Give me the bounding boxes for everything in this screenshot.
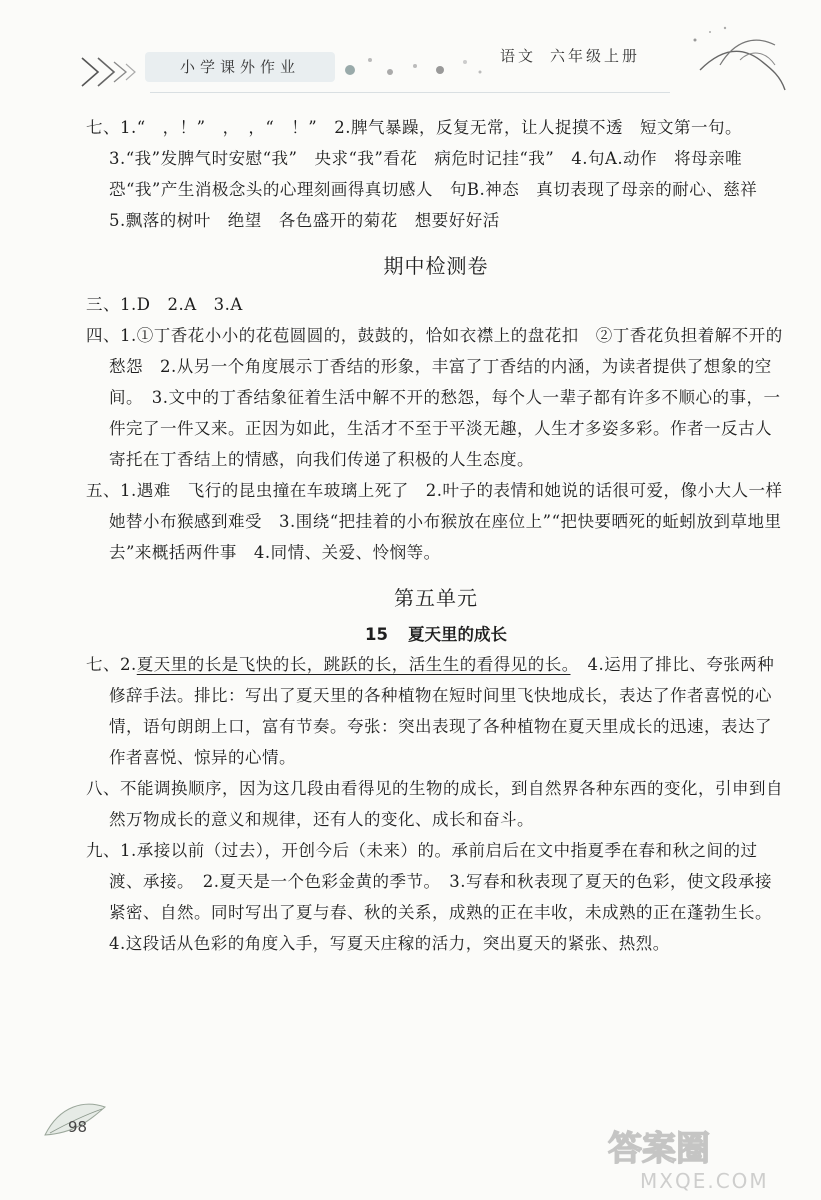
lesson-title [86, 621, 786, 645]
answer-block-3 [86, 289, 786, 320]
answer-text: 1.D 2.A 3.A [120, 295, 243, 314]
question-label: 八、 [86, 779, 120, 798]
question-label: 三、 [86, 295, 120, 314]
answer-text: 不能调换顺序，因为这几段由看得见的生物的成长，到自然界各种东西的变化，引申到自然万物成长的意义和规律，还有人的变化、成长和奋斗。 [109, 779, 783, 829]
svg-text:答案圈: 答案圈 [608, 1129, 710, 1169]
underlined-sentence: 夏天里的长是飞快的长，跳跃的长，活生生的看得见的长。 [136, 655, 571, 674]
subject-grade [500, 45, 690, 69]
answer-block-7a [86, 112, 786, 236]
answer-block-5 [86, 475, 800, 568]
header-divider [150, 92, 670, 93]
answer-block-4 [86, 320, 786, 475]
grade-label: 六年级上册 [550, 47, 641, 65]
decorative-dots-icon [330, 40, 490, 90]
answer-block-9 [86, 835, 786, 959]
question-label: 七、 [86, 118, 120, 137]
subject-label: 语文 [500, 47, 537, 65]
answer-block-7b [86, 649, 786, 773]
watermark-logo [600, 1120, 810, 1195]
answer-text: 4.运用了排比、夸张两种修辞手法。排比：写出了夏天里的各种植物在短时间里飞快地成长，表达了作者喜悦的心情，语句朗朗上口，富有节奏。夸张：突出表现了各种植物在夏天里成长的迅速，表达了作者喜悦、惊异的心情。 [109, 655, 775, 767]
series-title: 小学课外作业 [145, 52, 335, 82]
answer-prefix: 2. [120, 655, 137, 674]
answer-text: 1.遇难 飞行的昆虫撞在车玻璃上死了 2.叶子的表情和她说的话很可爱，像小大人一样 她替小布猴感到难受 3.围绕“把挂着的小布猴放在座位上”“把快要晒死的蚯蚓放到草地里去”来概括两件事 4.同情、关爱、怜悯等。 [109, 481, 800, 562]
question-label: 四、 [86, 326, 120, 345]
answer-text: 1.承接以前（过去），开创今后（未来）的。承前启后在文中指夏季在春和秋之间的过渡、承接。 2.夏天是一个色彩金黄的季节。 3.写春和秋表现了夏天的色彩，使文段承接紧密、自然。同时写出了夏与春、秋的关系，成熟的正在丰收，未成熟的正在蓬勃生长。 4.这段话从色彩的角度入手，写夏天庄稼的活力，突出夏天的紧张、热烈。 [109, 841, 781, 953]
svg-text:MXQE.COM: MXQE.COM [640, 1169, 769, 1193]
section-title-unit5: 第五单元 [394, 586, 478, 610]
question-label: 七、 [86, 655, 120, 674]
question-label: 五、 [86, 481, 120, 500]
answer-content [86, 112, 800, 959]
answer-text: 1.①丁香花小小的花苞圆圆的，鼓鼓的，恰如衣襟上的盘花扣 ②丁香花负担着解不开的愁怨 2.从另一个角度展示丁香结的形象，丰富了丁香结的内涵，为读者提供了想象的空间。 3.文中的丁香结象征着生活中解不开的愁怨，每个人一辈子都有许多不顺心的事，一件完了一件又来。正因为如此，生活才不至于平淡无趣，人生才多姿多彩。作者一反古人寄托在丁香结上的情感，向我们传递了积极的人生态度。 [109, 326, 783, 469]
lesson-number: 15 [365, 625, 388, 644]
answer-block-8 [86, 773, 786, 835]
question-label: 九、 [86, 841, 120, 860]
section-title-midterm: 期中检测卷 [383, 254, 489, 278]
page-number: 98 [68, 1118, 88, 1136]
page-header [0, 0, 821, 110]
lesson-name: 夏天里的成长 [407, 625, 507, 644]
answer-text: 1.“ ，！” ， ，“ ！” 2.脾气暴躁，反复无常，让人捉摸不透 短文第一句。 3.“我”发脾气时安慰“我” 央求“我”看花 病危时记挂“我” 4.句A.动作 将母亲唯恐“我”产生消极念头的心理刻画得真切感人 句B.神态 真切表现了母亲的耐心、慈祥 5.飘落的树叶 绝望 各色盛开的菊花 想要好好活 [109, 118, 775, 230]
bird-illustration-icon [680, 20, 790, 100]
